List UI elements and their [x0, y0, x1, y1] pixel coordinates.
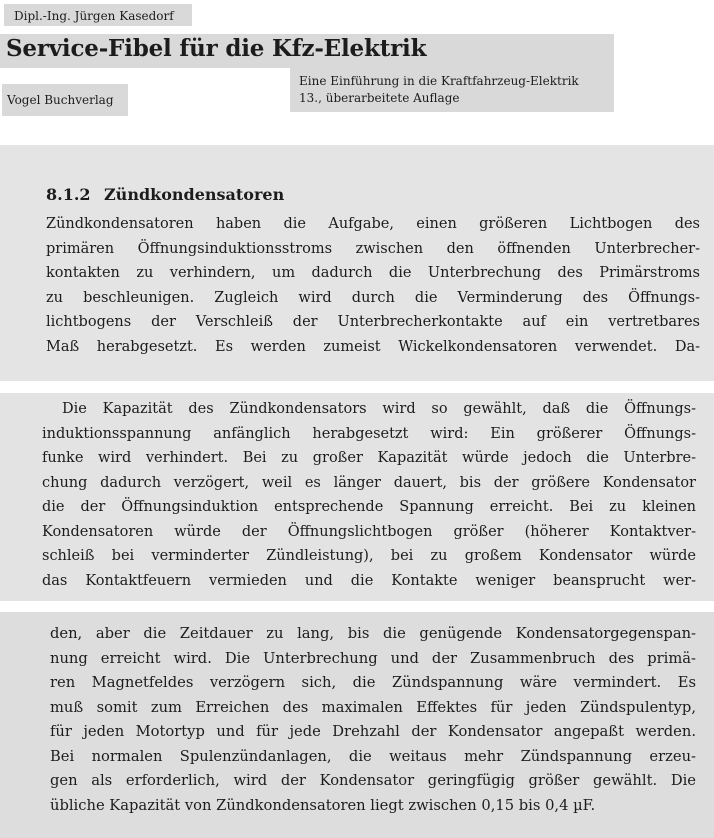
text-line: Kondensatoren würde der Öffnungslichtbogen größer (höherer Kontaktver-: [42, 523, 696, 540]
text-line: induktionsspannung anfänglich herabgesetzt wird: Ein größerer Öffnungs-: [42, 425, 696, 442]
section-heading: [46, 185, 700, 204]
text-block-3: [0, 612, 714, 838]
text-line: zu beschleunigen. Zugleich wird durch die Verminderung des Öffnungs-: [46, 289, 700, 306]
text-line: funke wird verhindert. Bei zu großer Kapazität würde jedoch die Unterbre-: [42, 450, 696, 466]
text-line: für jeden Motortyp und für jede Drehzahl der Kondensator angepaßt werden.: [50, 723, 696, 740]
subtitle-line-2: 13., überarbeitete Auflage: [299, 91, 460, 105]
text-line: Maß herabgesetzt. Es werden zumeist Wickelkondensatoren verwendet. Da-: [46, 338, 700, 355]
author-name: Dipl.-Ing. Jürgen Kasedorf: [4, 4, 192, 26]
text-line: den, aber die Zeitdauer zu lang, bis die genügende Kondensatorgegenspan-: [50, 625, 696, 642]
text-line: nung erreicht wird. Die Unterbrechung und der Zusammenbruch des primä-: [50, 649, 696, 667]
text-block-1: [0, 145, 714, 381]
book-title: Service-Fibel für die Kfz-Elektrik: [0, 34, 614, 68]
text-line: gen als erforderlich, wird der Kondensator geringfügig größer gewählt. Die: [50, 772, 696, 789]
text-line: ren Magnetfeldes verzögern sich, die Zündspannung wäre vermindert. Es: [50, 674, 696, 691]
paragraph-1: [46, 212, 700, 359]
text-line: die der Öffnungsinduktion entsprechende Spannung erreicht. Bei zu kleinen: [42, 499, 696, 515]
text-line: chung dadurch verzögert, weil es länger dauert, bis der größere Kondensator: [42, 474, 696, 491]
text-line: kontakten zu verhindern, um dadurch die Unterbrechung des Primärstroms: [46, 265, 700, 281]
paragraph-2: [42, 397, 696, 593]
section-number: 8.1.2: [46, 185, 91, 204]
text-line: übliche Kapazität von Zündkondensatoren liegt zwischen 0,15 bis 0,4 µF.: [50, 796, 596, 814]
section-title: Zündkondensatoren: [104, 185, 285, 204]
subtitle-line-1: Eine Einführung in die Kraftfahrzeug-Elektrik: [299, 74, 579, 88]
publisher-name: Vogel Buchverlag: [2, 84, 128, 116]
text-line: das Kontaktfeuern vermieden und die Kontakte weniger beansprucht wer-: [42, 572, 696, 589]
text-line: lichtbogens der Verschleiß der Unterbrecherkontakte auf ein vertretbares: [46, 314, 700, 330]
text-line: Die Kapazität des Zündkondensators wird so gewählt, daß die Öffnungs-: [62, 401, 696, 417]
paragraph-3: [50, 622, 696, 818]
book-subtitle: [290, 68, 614, 112]
text-line: Zündkondensatoren haben die Aufgabe, einen größeren Lichtbogen des: [46, 216, 700, 232]
text-line: Bei normalen Spulenzündanlagen, die weitaus mehr Zündspannung erzeu-: [50, 747, 696, 765]
text-line: muß somit zum Erreichen des maximalen Effektes für jeden Zündspulentyp,: [50, 698, 696, 716]
text-line: primären Öffnungsinduktionsstroms zwischen den öffnenden Unterbrecher-: [46, 240, 700, 257]
text-line: schleiß bei verminderter Zündleistung), bei zu großem Kondensator würde: [42, 548, 696, 564]
text-block-2: [0, 393, 714, 601]
